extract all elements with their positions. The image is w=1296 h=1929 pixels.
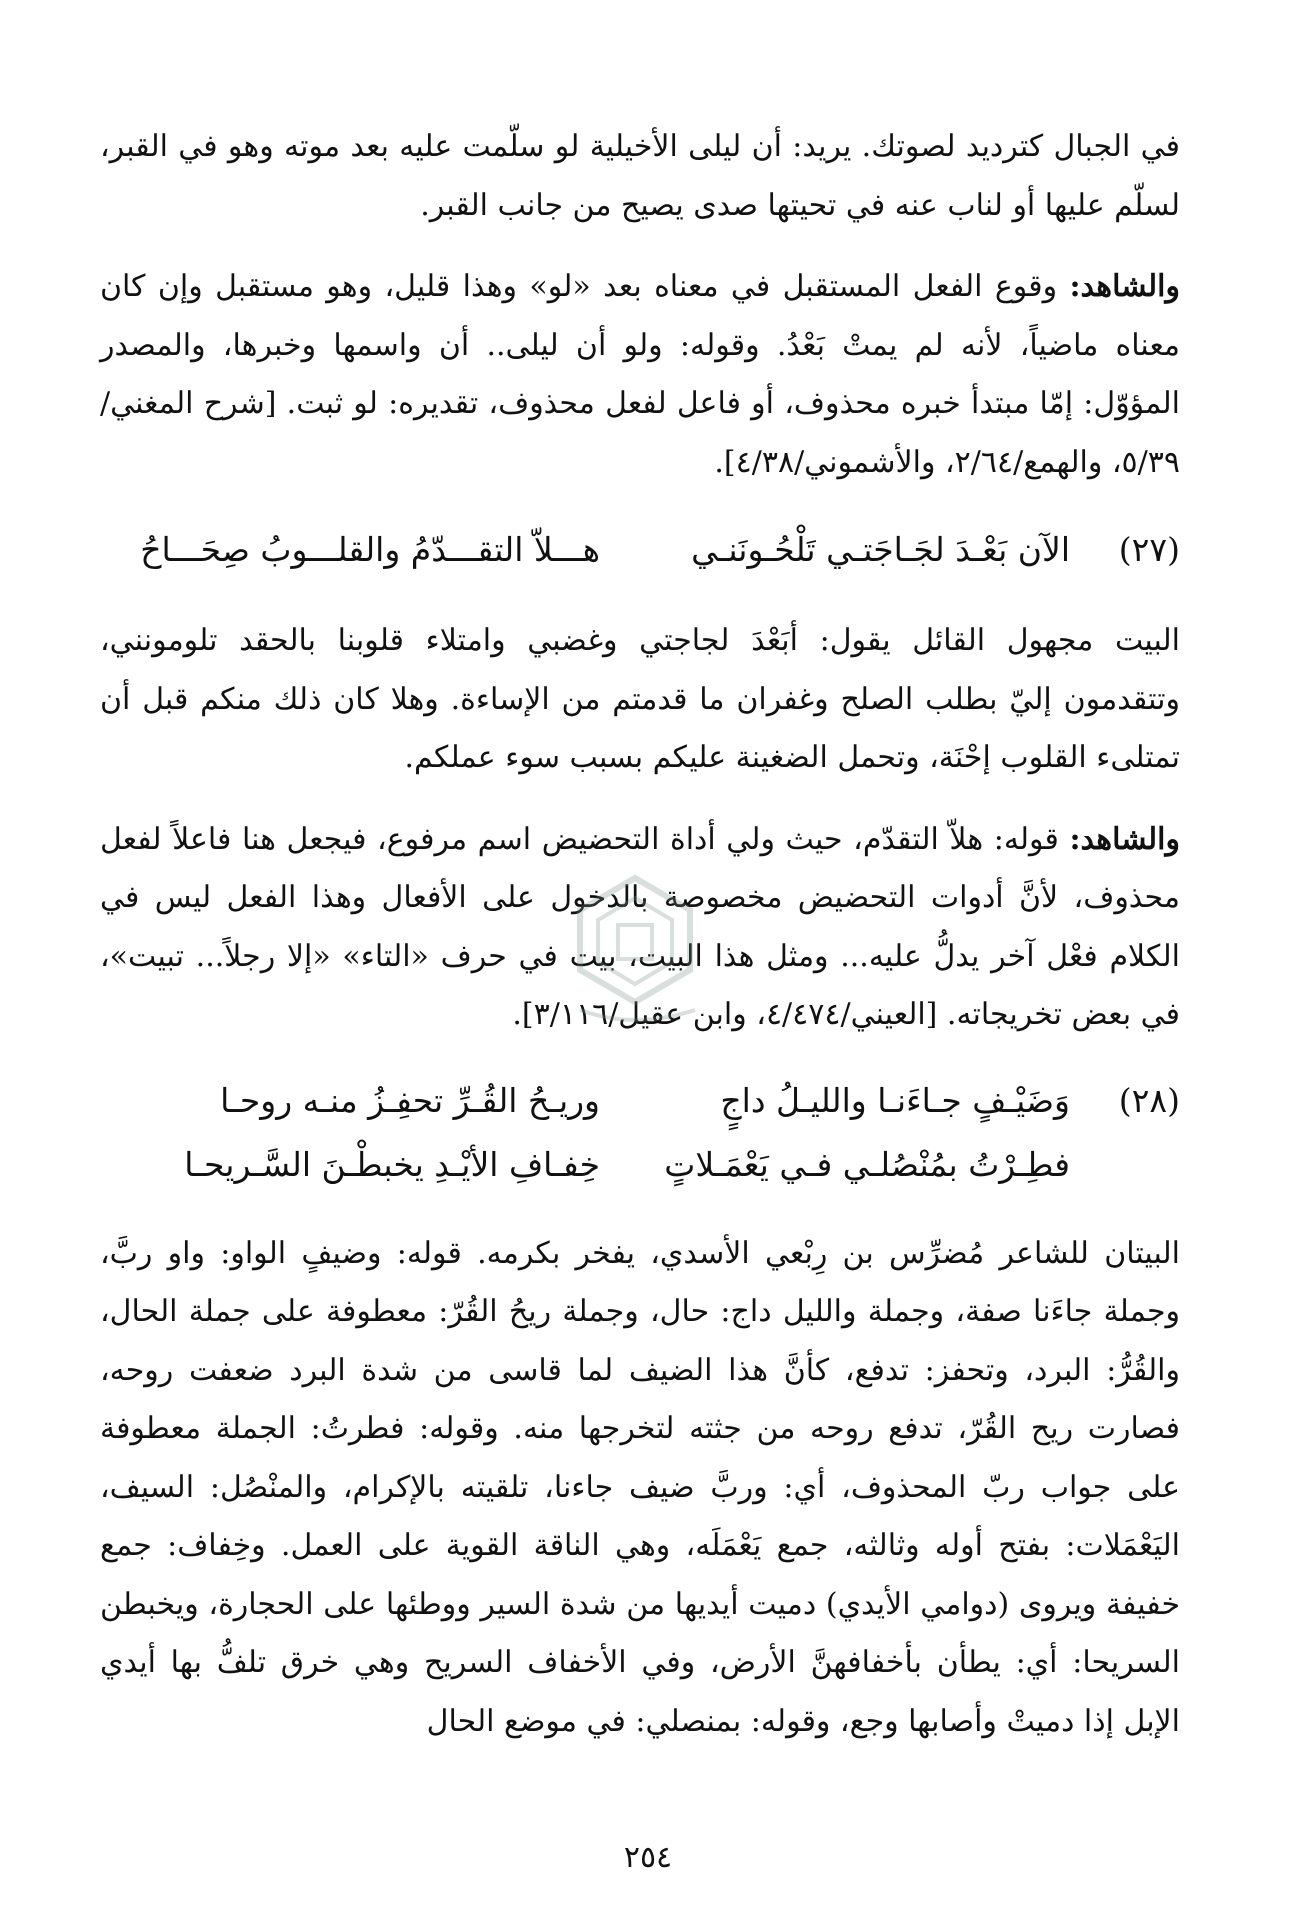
paragraph-3 (100, 612, 1180, 788)
paragraph-1 (100, 118, 1180, 235)
verse-28-line-1 (100, 1069, 1180, 1133)
verse-hemistich-second: خِفـافِ الأيْـدِ يخبطْـنَ السَّـريحـا (184, 1144, 600, 1184)
paragraph-1-text: في الجبال كترديد لصوتك. يريد: أن ليلى الأخيلية لو سلّمت عليه بعد موته وهو في القبر، لسلّم عليها أو لناب عنه في تحيتها صدى يصيح من جانب القبر. (100, 129, 1180, 223)
paragraph-5-text: البيتان للشاعر مُضرِّس بن رِبْعي الأسدي، يفخر بكرمه. قوله: وضيفٍ الواو: واو ربَّ، وجملة جاءَنا صفة، وجملة والليل داج: حال، وجملة ريحُ القُرّ: معطوفة على جملة الحال، والقُرُّ: البرد، وتحفز: تدفع، كأنَّ هذا الضيف لما قاسى من شدة البرد ضعفت روحه، فصارت ريح القُرّ، تدفع روحه من جثته لتخرجها منه. وقوله: فطرتُ: الجملة معطوفة على جواب ربّ المحذوف، أي: وربَّ ضيف جاءنا، تلقيته بالإكرام، والمنْصُل: السيف، اليَعْمَلات: بفتح أوله وثالثه، جمع يَعْمَلَه، وهي الناقة القوية على العمل. وخِفاف: جمع خفيفة ويروى (دوامي الأيدي) دميت أيديها من شدة السير ووطئها على الحجارة، ويخبطن السريحا: أي: يطأن بأخفافهنَّ الأرض، وفي الأخفاف السريح وهي خرق تلفُّ بها أيدي الإبل إذا دميتْ وأصابها وجع، وقوله: بمنصلي: في موضع الحال (100, 1235, 1180, 1739)
verse-hemistich-second: هـــلاّ التقـــدّمُ والقلـــوبُ صِحَـــاحُ (140, 530, 600, 569)
verse-hemistich-first: فطِـرْتُ بمُنْصُلـي فـي يَعْمَـلاتٍ (664, 1144, 1070, 1184)
verse-28-line-2 (100, 1133, 1180, 1197)
verse-hemistich-first: الآن بَعْـدَ لجَـاجَتـي تَلْحُـونَنـي (691, 530, 1070, 569)
page-number: ٢٥٤ (623, 1840, 673, 1875)
paragraph-2 (100, 258, 1180, 492)
verse-number: (٢٨) (1118, 1080, 1180, 1120)
verse-hemistich-first: وَضَيْـفٍ جـاءَنـا والليـلُ داجٍ (720, 1080, 1070, 1120)
paragraph-4-text: قوله: هلاّ التقدّم، حيث ولي أداة التحضيض اسم مرفوع، فيجعل هنا فاعلاً لفعل محذوف، لأنَّ أدوات التحضيض مخصوصة بالدخول على الأفعال وهذا الفعل ليس في الكلام فعْل آخر يدلُّ عليه... ومثل هذا البيت، بيت في حرف «التاء» «إلا رجلاً... تبيت»، في بعض تخريجاته. [العيني/٤/٤٧٤، وابن عقيل/٣/١١٦]. (100, 821, 1180, 1032)
library-seal-icon (560, 870, 710, 1030)
paragraph-2-text: وقوع الفعل المستقبل في معناه بعد «لو» وهذا قليل، وهو مستقبل وإن كان معناه ماضياً، لأنه لم يمتْ بَعْدُ. وقوله: ولو أن ليلى.. أن واسمها وخبرها، والمصدر المؤوّل: إمّا مبتدأ خبره محذوف، أو فاعل لفعل محذوف، تقديره: لو ثبت. [شرح المغني/٥/٣٩، والهمع/٢/٦٤، والأشموني/٤/٣٨]. (100, 269, 1180, 480)
verse-number: (٢٧) (1118, 530, 1180, 569)
paragraph-3-text: البيت مجهول القائل يقول: أبَعْدَ لجاجتي وغضبي وامتلاء قلوبنا بالحقد تلومونني، وتتقدمون إليّ بطلب الصلح وغفران ما قدمتم من الإساءة. وهلا كان ذلك منكم قبل أن تمتلىء القلوب إحْنَة، وتحمل الضغينة عليكم بسبب سوء عملكم. (100, 623, 1180, 775)
paragraph-5 (100, 1225, 1180, 1752)
witness-label: والشاهد: (1069, 821, 1180, 857)
verse-27 (100, 518, 1180, 582)
witness-label: والشاهد: (1069, 269, 1180, 304)
verse-hemistich-second: وريـحُ القُـرِّ تحفِـزُ منـه روحـا (220, 1080, 600, 1120)
